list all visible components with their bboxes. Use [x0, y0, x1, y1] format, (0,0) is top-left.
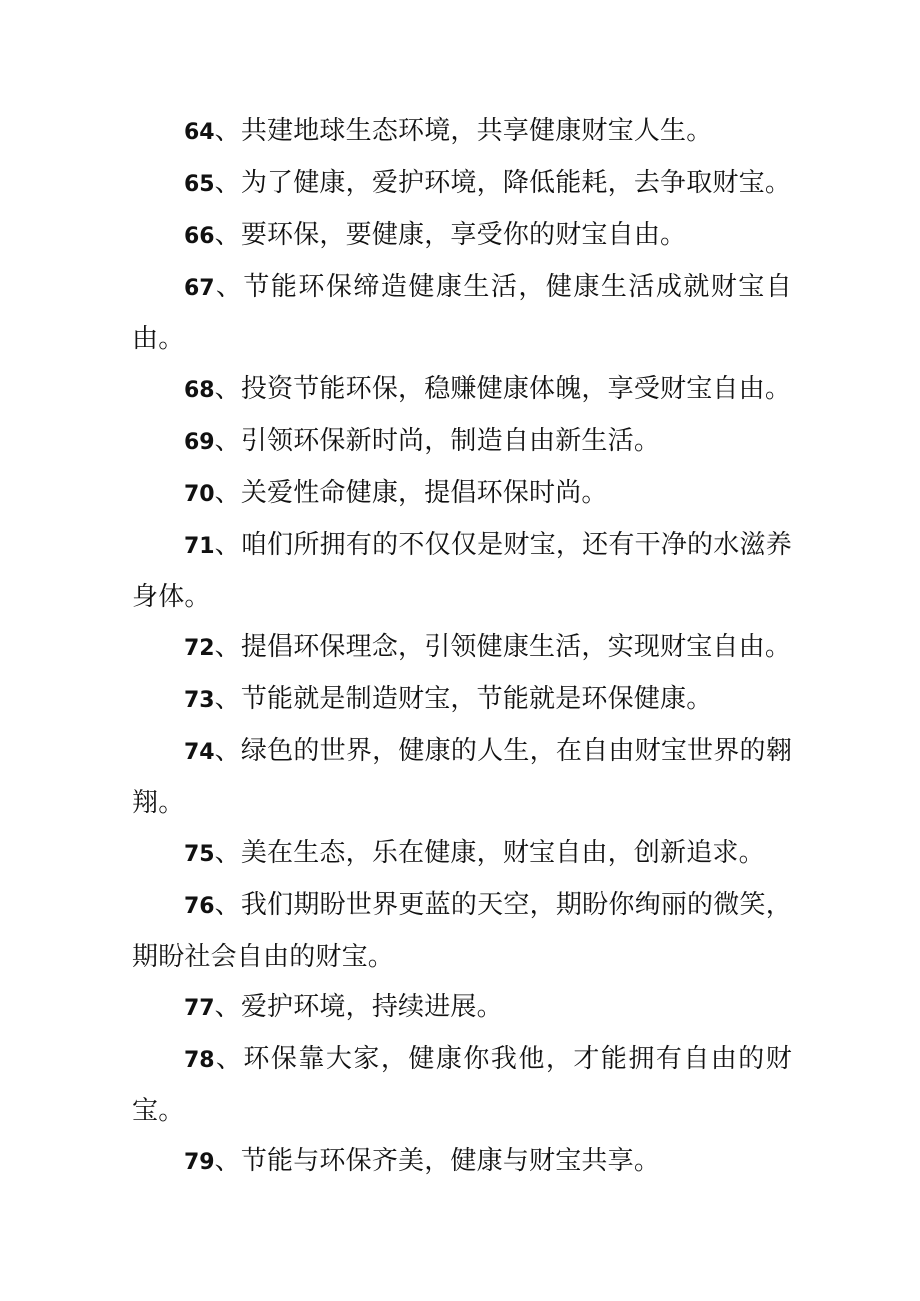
item-number: 76: [184, 894, 215, 919]
item-text: 、为了健康，爱护环境，降低能耗，去争取财宝。: [214, 168, 792, 198]
item-text: 、绿色的世界，健康的人生，在自由财宝世界的翱翔。: [132, 736, 792, 818]
list-item: [132, 520, 792, 622]
list-item: [132, 262, 792, 364]
list-item: [132, 622, 792, 674]
list-item: [132, 726, 792, 828]
item-text: 、我们期盼世界更蓝的天空，期盼你绚丽的微笑，期盼社会自由的财宝。: [132, 890, 792, 972]
item-text: 、环保靠大家，健康你我他，才能拥有自由的财宝。: [132, 1044, 792, 1126]
item-text: 、美在生态，乐在健康，财宝自由，创新追求。: [214, 838, 765, 868]
item-text: 、引领环保新时尚，制造自由新生活。: [214, 426, 661, 456]
list-item: [132, 210, 792, 262]
slogan-list: [132, 106, 792, 1188]
list-item: [132, 364, 792, 416]
item-text: 、提倡环保理念，引领健康生活，实现财宝自由。: [214, 632, 792, 662]
item-text: 、节能环保缔造健康生活，健康生活成就财宝自由。: [132, 272, 792, 354]
item-number: 67: [184, 276, 215, 301]
item-number: 72: [184, 636, 215, 661]
item-number: 77: [184, 996, 215, 1021]
item-number: 74: [184, 740, 215, 765]
list-item: [132, 1136, 792, 1188]
list-item: [132, 674, 792, 726]
item-number: 75: [184, 842, 215, 867]
item-number: 66: [184, 224, 215, 249]
item-text: 、投资节能环保，稳赚健康体魄，享受财宝自由。: [214, 374, 792, 404]
list-item: [132, 880, 792, 982]
item-text: 、要环保，要健康，享受你的财宝自由。: [214, 220, 687, 250]
item-number: 64: [184, 120, 215, 145]
item-number: 73: [184, 688, 215, 713]
item-text: 、关爱性命健康，提倡环保时尚。: [214, 478, 608, 508]
list-item: [132, 982, 792, 1034]
item-number: 68: [184, 378, 215, 403]
list-item: [132, 828, 792, 880]
list-item: [132, 1034, 792, 1136]
list-item: [132, 468, 792, 520]
item-number: 71: [184, 534, 215, 559]
list-item: [132, 158, 792, 210]
item-number: 78: [184, 1048, 215, 1073]
item-number: 70: [184, 482, 215, 507]
item-text: 、共建地球生态环境，共享健康财宝人生。: [214, 116, 713, 146]
list-item: [132, 106, 792, 158]
item-number: 65: [184, 172, 215, 197]
item-number: 79: [184, 1150, 215, 1175]
item-number: 69: [184, 430, 215, 455]
item-text: 、咱们所拥有的不仅仅是财宝，还有干净的水滋养身体。: [132, 530, 792, 612]
item-text: 、节能与环保齐美，健康与财宝共享。: [214, 1146, 661, 1176]
item-text: 、爱护环境，持续进展。: [214, 992, 503, 1022]
list-item: [132, 416, 792, 468]
item-text: 、节能就是制造财宝，节能就是环保健康。: [214, 684, 713, 714]
